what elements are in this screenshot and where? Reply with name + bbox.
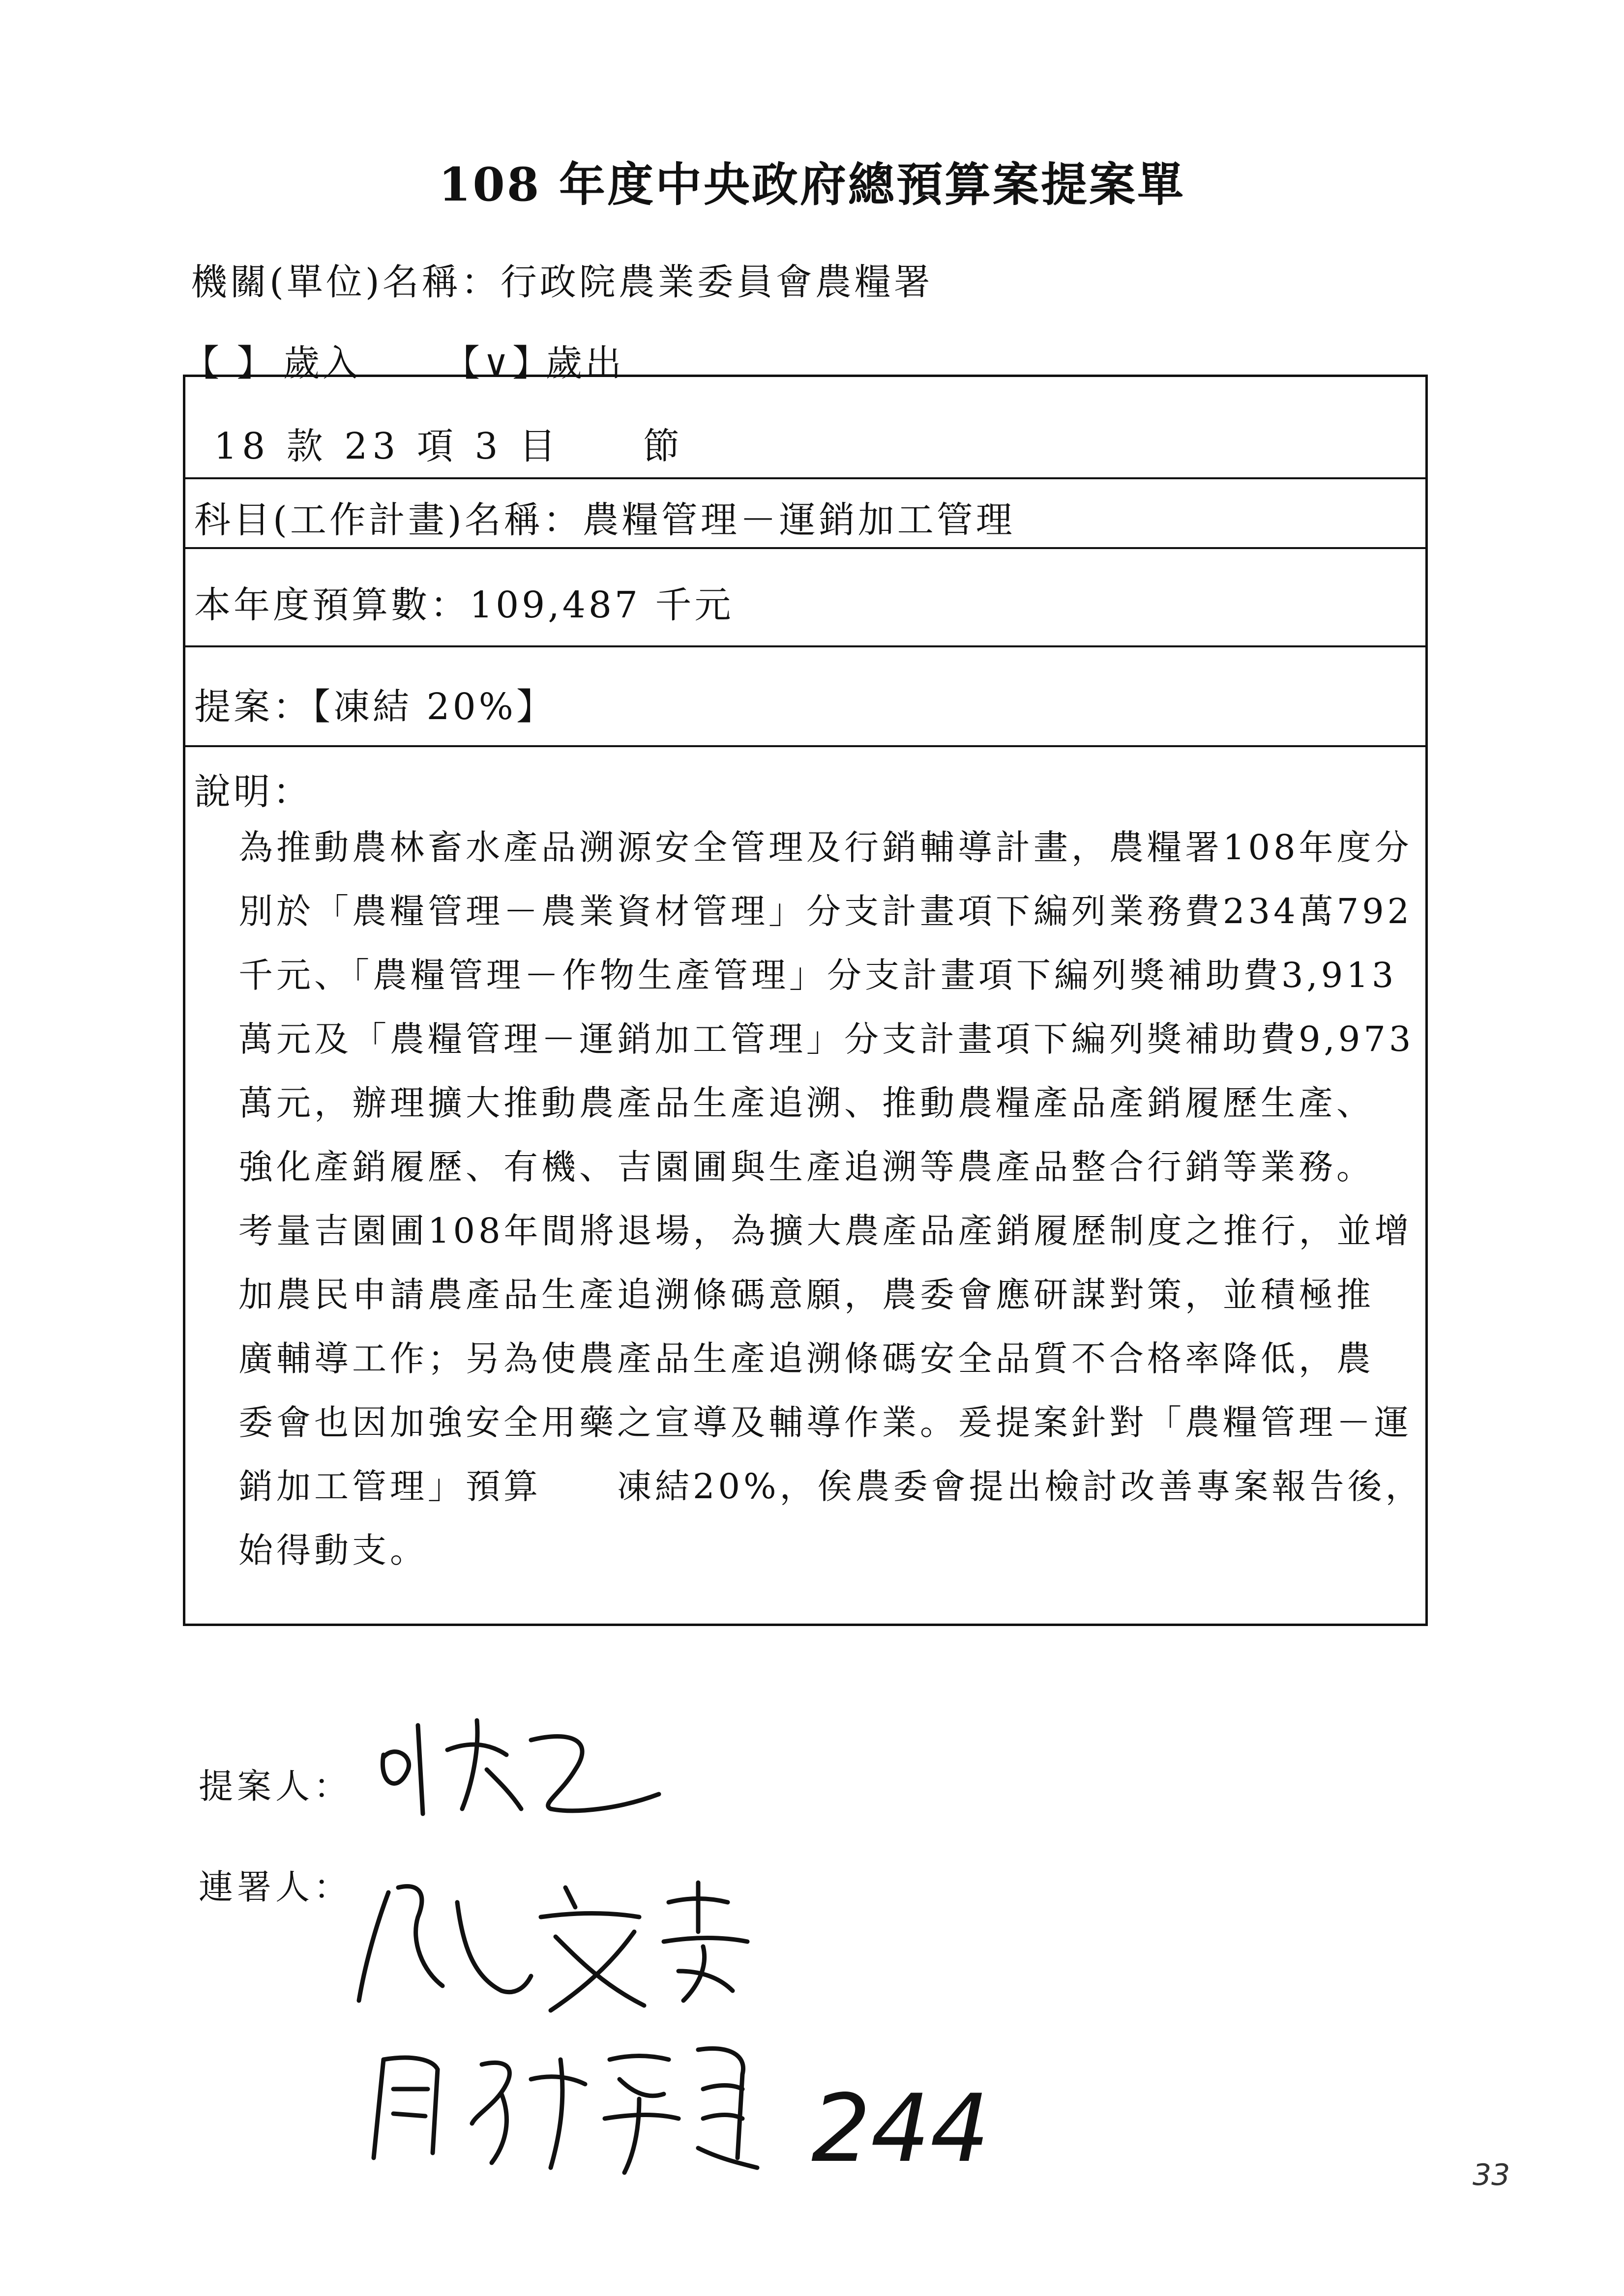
document-title: 108 年度中央政府總預算案提案單	[439, 158, 1185, 212]
description-section	[185, 747, 1425, 1622]
agency-name: 機關(單位)名稱：行政院農業委員會農糧署	[191, 261, 933, 303]
description-line: 廣輔導工作；另為使農產品生產追溯條碼安全品質不合格率降低，農	[238, 1338, 1374, 1379]
expense-label: 歲出	[546, 342, 624, 384]
page-number: 33	[1473, 2158, 1510, 2192]
description-line: 別於「農糧管理－農業資材管理」分支計畫項下編列業務費234萬792	[238, 891, 1413, 931]
description-line: 銷加工管理」預算 凍結20%，俟農委會提出檢討改善專案報告後，	[238, 1466, 1423, 1507]
budget-code: 18 款 23 項 3 目 節	[214, 425, 685, 467]
description-line: 始得動支。	[238, 1530, 428, 1570]
description-line: 萬元，辦理擴大推動農產品生產追溯、推動農糧產品產銷履歷生產、	[238, 1083, 1374, 1123]
description-line: 千元、「農糧管理－作物生產管理」分支計畫項下編列獎補助費3,913	[238, 955, 1397, 995]
description-line: 加農民申請農產品生產追溯條碼意願，農委會應研謀對策，並積極推	[238, 1275, 1374, 1315]
cosigner-label: 連署人：	[199, 1867, 352, 1907]
budget-amount: 本年度預算數：109,487 千元	[194, 584, 734, 626]
budget-amount-row	[185, 549, 1425, 647]
revenue-label: 歲入	[283, 342, 362, 384]
description-line: 萬元及「農糧管理－運銷加工管理」分支計畫項下編列獎補助費9,973	[238, 1019, 1415, 1059]
proposal-action: 提案：【凍結 20%】	[194, 686, 556, 728]
description-heading: 說明：	[194, 771, 312, 813]
handwritten-number: 244	[811, 2074, 990, 2183]
description-line: 委會也因加強安全用藥之宣導及輔導作業。爰提案針對「農糧管理－運	[238, 1402, 1412, 1443]
budget-code-row	[185, 377, 1425, 479]
cosigner-signature-1	[344, 1873, 767, 2020]
cosigner-signature-2	[354, 2030, 777, 2178]
proposal-row	[185, 647, 1425, 747]
proposer-label: 提案人：	[199, 1766, 352, 1806]
description-line: 強化產銷履歷、有機、吉園圃與生產追溯等農產品整合行銷等業務。	[238, 1147, 1374, 1187]
description-line: 考量吉園圃108年間將退場，為擴大農產品產銷履歷制度之推行，並增	[238, 1211, 1413, 1251]
expense-checkbox: 【∨】	[443, 342, 552, 384]
description-line: 為推動農林畜水產品溯源安全管理及行銷輔導計畫，農糧署108年度分	[238, 827, 1413, 868]
item-name: 科目(工作計畫)名稱：農糧管理－運銷加工管理	[194, 499, 1015, 541]
item-name-row	[185, 479, 1425, 549]
proposal-form-table	[183, 375, 1428, 1626]
revenue-checkbox: 【 】	[183, 342, 276, 384]
proposer-signature	[364, 1711, 688, 1824]
